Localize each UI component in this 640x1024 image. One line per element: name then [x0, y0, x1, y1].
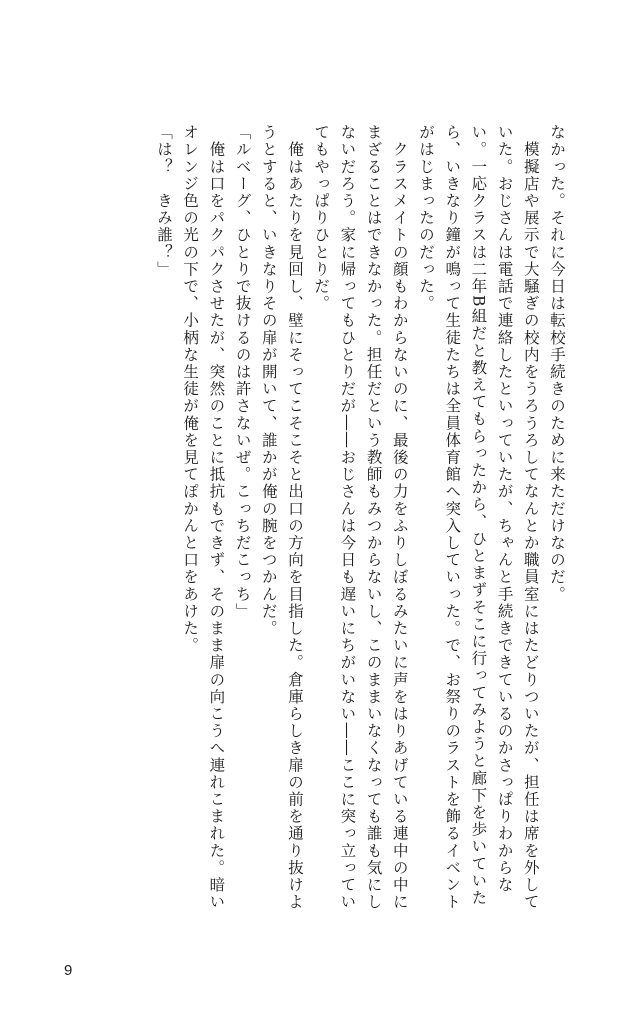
vertical-text-body: [50, 124, 570, 924]
paragraph-3: クラスメイトの顔もわからないのに、最後の力をふりしぼるみたいに声をはりあげている連中の中にまざることはできなかった。担任だという教師もみつからないし、このままいなくなっても誰も気にしないだろう。家に帰ってもひとりだが――おじさんは今日も遅いにちがいない――ここに突っ立っていてもやっぱりひとりだ。: [312, 124, 409, 911]
paragraph-7: 「は？ きみ誰？」: [154, 124, 173, 278]
page-number: 9: [64, 962, 73, 979]
paragraph-2: 模擬店や展示で大騒ぎの校内をうろうろしてなんとか職員室にはたどりついたが、担任は席を外していた。おじさんは電話で連絡したといっていたが、ちゃんと手続きできているのかさっぱりわからない。一応クラスは二年B組だと教えてもらったから、ひとまずそこに行ってみようと廊下を歩いていたら、いきなり鐘が鳴って生徒たちは全員体育館へ突入していった。で、お祭りのラストを飾るイベントがはじまったのだった。: [416, 124, 540, 911]
paragraph-4: 俺はあたりを見回し、壁にそってこそこそと出口の方向を目指した。倉庫らしき扉の前を通り抜けようとすると、いきなりその扉が開いて、誰かが俺の腕をつかんだ。: [259, 124, 304, 911]
paragraph-6: 俺は口をパクパクさせたが、突然のことに抵抗もできず、そのまま扉の向こうへ連れこまれた。暗いオレンジ色の光の下で、小柄な生徒が俺を見てぽかんと口をあけた。: [181, 124, 226, 911]
paragraph-1: なかった。それに今日は転校手続きのために来ただけなのだ。: [548, 124, 566, 603]
paragraph-5: 「ルベーグ、ひとりで抜けるのは許さないぜ。こっちだこっち」: [233, 124, 252, 620]
